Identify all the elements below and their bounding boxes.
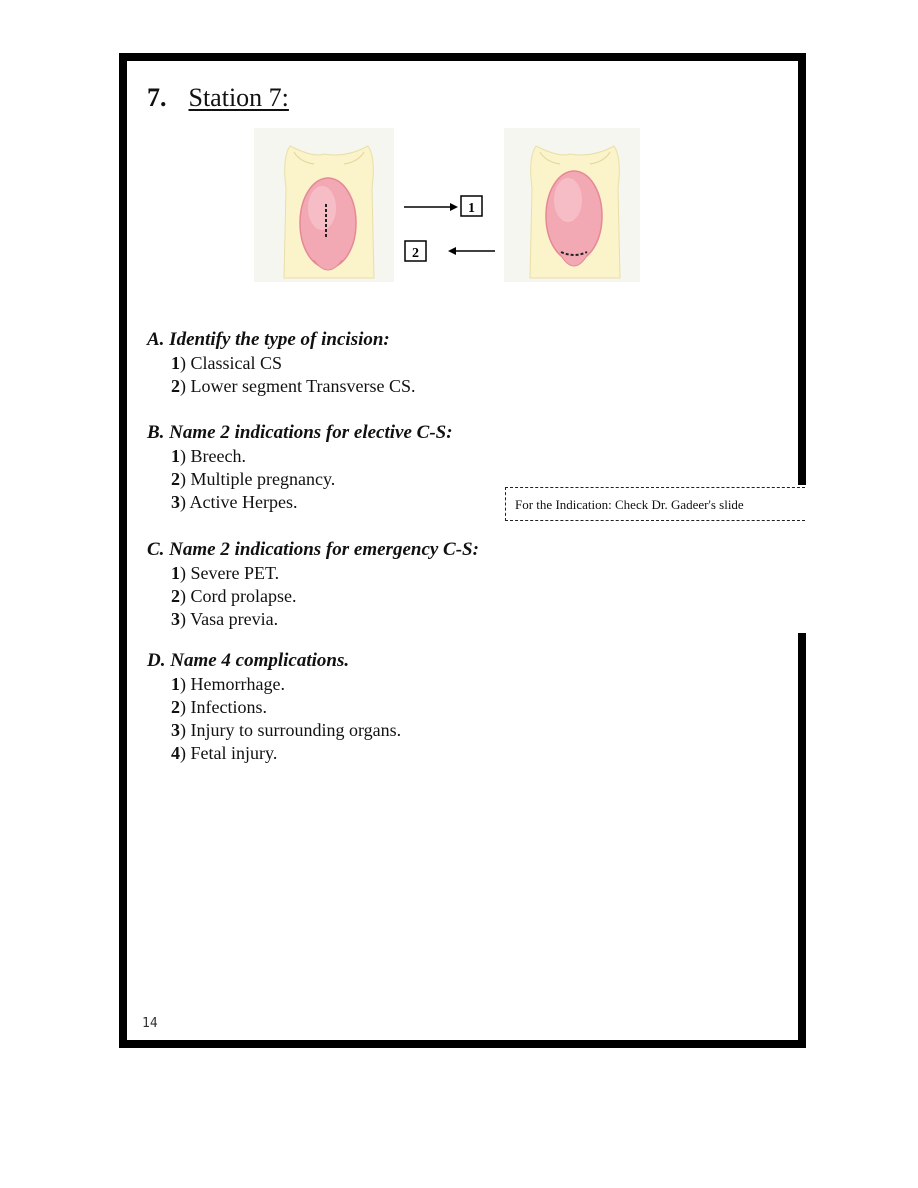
section-d-heading: D. Name 4 complications. [147,650,350,671]
page-number: 14 [142,1016,158,1031]
transverse-incision-figure [504,128,640,282]
classical-incision-figure [254,128,394,282]
list-item: 1) Breech. [171,446,246,466]
list-item: 1) Hemorrhage. [171,674,285,694]
indication-note: For the Indication: Check Dr. Gadeer's slide [505,487,805,521]
list-item: 3) Injury to surrounding organs. [171,720,402,740]
list-item: 2) Cord prolapse. [171,586,297,606]
section-c-heading: C. Name 2 indications for emergency C-S: [147,539,479,560]
label-1: 1 [468,201,475,216]
list-item: 1) Severe PET. [171,563,280,583]
section-b-heading: B. Name 2 indications for elective C-S: [147,422,453,443]
list-item: 4) Fetal injury. [171,743,278,763]
station-number: 7. [147,83,167,112]
section-a-heading: A. Identify the type of incision: [147,329,390,350]
list-item: 1) Classical CS [171,353,282,373]
station-label: Station 7: [188,83,289,112]
label-2: 2 [412,246,419,261]
list-item: 2) Infections. [171,697,267,717]
list-item: 3) Active Herpes. [171,492,298,512]
list-item: 2) Lower segment Transverse CS. [171,376,416,396]
list-item: 2) Multiple pregnancy. [171,469,336,489]
list-item: 3) Vasa previa. [171,609,279,629]
incision-diagram [254,128,640,282]
station-title [147,83,289,113]
